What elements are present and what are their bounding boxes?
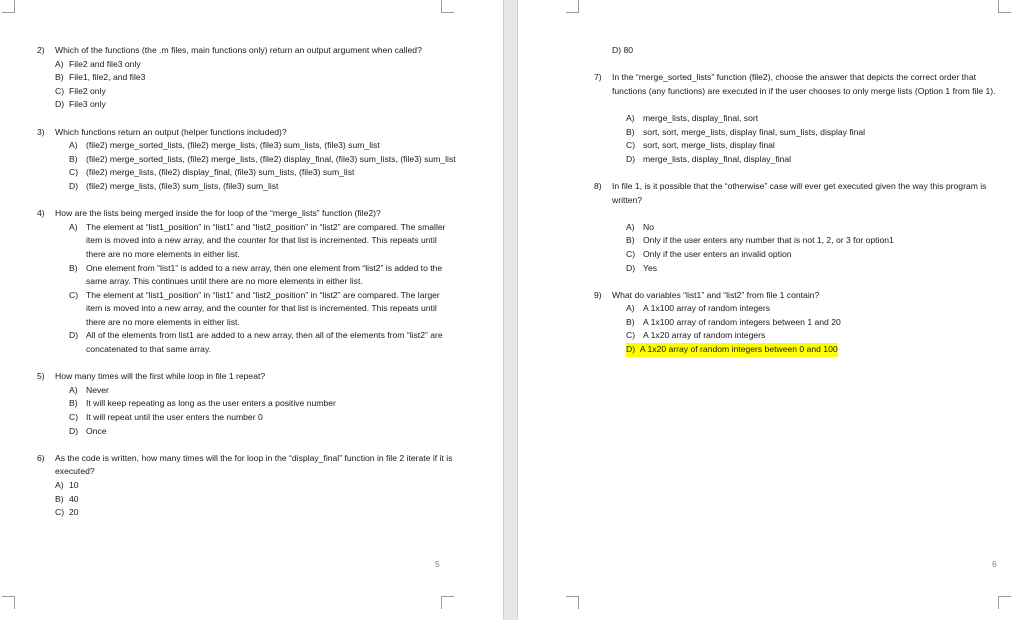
option-a bbox=[626, 302, 1004, 316]
page-number: 6 bbox=[992, 559, 997, 569]
option-b bbox=[55, 71, 457, 85]
crop-mark-bottom-right bbox=[998, 596, 1011, 609]
option-a bbox=[69, 384, 457, 398]
option-text: 40 bbox=[69, 493, 79, 504]
option-letter: A) bbox=[626, 221, 635, 232]
option-c bbox=[626, 329, 1004, 343]
gutter-divider-left bbox=[503, 0, 504, 620]
page-6-content bbox=[594, 44, 1004, 370]
option-text: (file2) merge_sorted_lists, (file2) merge_lists, (file3) sum_lists, (file3) sum_list bbox=[86, 140, 380, 151]
question-text: As the code is written, how many times will the for loop in the “display_final” function in file 2 iterate if it is executed? bbox=[55, 452, 453, 477]
question-number: 9) bbox=[594, 289, 602, 300]
option-letter: A) bbox=[55, 58, 64, 69]
option-list bbox=[55, 139, 457, 193]
option-a bbox=[55, 58, 457, 72]
crop-mark-top-left bbox=[566, 0, 579, 13]
option-list bbox=[55, 58, 457, 112]
option-text: (file2) merge_sorted_lists, (file2) merge_lists, (file2) display_final, (file3) sum_lists, (file3) sum_list bbox=[86, 153, 456, 164]
option-letter: D) bbox=[626, 344, 636, 355]
option-letter: B) bbox=[626, 235, 635, 246]
option-d bbox=[69, 425, 457, 439]
option-a bbox=[626, 221, 1004, 235]
option-text: (file2) merge_lists, (file2) display_final, (file3) sum_lists, (file3) sum_list bbox=[86, 167, 355, 178]
option-c bbox=[55, 85, 457, 99]
option-letter: A) bbox=[55, 480, 64, 490]
option-list bbox=[612, 221, 1004, 275]
option-letter: D) bbox=[69, 330, 79, 341]
question-number: 4) bbox=[37, 208, 45, 219]
option-text: A 1x20 array of random integers between 0 and 100 bbox=[639, 344, 838, 355]
crop-mark-top-right bbox=[441, 0, 454, 13]
option-list bbox=[55, 221, 457, 357]
option-c bbox=[626, 139, 1004, 153]
option-text: File2 and file3 only bbox=[69, 58, 141, 69]
crop-mark-bottom-right bbox=[441, 596, 454, 609]
option-letter: C) bbox=[55, 507, 65, 518]
option-letter: B) bbox=[69, 262, 78, 273]
option-c bbox=[626, 248, 1004, 262]
option-text: No bbox=[643, 221, 654, 232]
option-letter: B) bbox=[55, 72, 64, 83]
option-list bbox=[55, 479, 457, 520]
option-list bbox=[612, 302, 1004, 356]
option-letter: D) bbox=[626, 262, 636, 273]
option-list bbox=[55, 384, 457, 438]
option-a bbox=[69, 139, 457, 153]
option-a bbox=[626, 112, 1004, 126]
question-4 bbox=[37, 207, 457, 357]
option-c bbox=[69, 166, 457, 180]
highlight-mark bbox=[626, 343, 838, 357]
document-page-6 bbox=[518, 0, 1024, 620]
page-5-content bbox=[37, 44, 457, 533]
option-letter: C) bbox=[69, 412, 79, 423]
option-text: A 1x20 array of random integers bbox=[643, 330, 766, 341]
question-8 bbox=[594, 180, 1004, 275]
question-number: 2) bbox=[37, 45, 45, 55]
option-text: Yes bbox=[643, 262, 658, 273]
option-letter: D) bbox=[55, 99, 65, 110]
question-7 bbox=[594, 71, 1004, 166]
question-number: 8) bbox=[594, 180, 602, 191]
option-text: 20 bbox=[69, 507, 79, 518]
option-b bbox=[69, 397, 457, 411]
carryover-option: D) 80 bbox=[612, 45, 634, 55]
option-d-highlighted bbox=[626, 343, 1004, 357]
option-letter: C) bbox=[626, 330, 636, 341]
option-letter: C) bbox=[69, 289, 79, 300]
question-text: Which of the functions (the .m files, main functions only) return an output argument when called? bbox=[55, 45, 422, 55]
option-letter: C) bbox=[626, 248, 636, 259]
option-letter: B) bbox=[55, 493, 64, 504]
question-2 bbox=[37, 44, 457, 112]
option-text: The element at “list1_position” in “list1” and “list2_position” in “list2” are compared. The larger item is moved into a new array, and the counter for that list is incremented. This repeats until there are no more elements in either list. bbox=[86, 289, 440, 327]
option-text: (file2) merge_lists, (file3) sum_lists, (file3) sum_list bbox=[86, 180, 279, 191]
option-text: Never bbox=[86, 384, 109, 395]
question-number: 7) bbox=[594, 72, 602, 83]
option-c bbox=[69, 411, 457, 425]
option-a bbox=[69, 221, 457, 262]
option-letter: B) bbox=[69, 153, 78, 164]
option-text: All of the elements from list1 are added to a new array, then all of the elements from “list2” are concatenated to that same array. bbox=[86, 330, 443, 355]
option-letter: B) bbox=[626, 316, 635, 327]
page-gutter bbox=[503, 0, 518, 620]
option-letter: A) bbox=[69, 140, 78, 151]
question-number: 6) bbox=[37, 452, 45, 463]
option-letter: A) bbox=[69, 221, 78, 232]
option-d bbox=[69, 180, 457, 194]
option-text: It will repeat until the user enters the number 0 bbox=[86, 412, 263, 423]
option-b bbox=[626, 316, 1004, 330]
option-text: Only if the user enters any number that is not 1, 2, or 3 for option1 bbox=[643, 235, 894, 246]
option-text: 10 bbox=[69, 480, 79, 490]
option-b bbox=[626, 126, 1004, 140]
option-b bbox=[626, 234, 1004, 248]
option-d bbox=[626, 262, 1004, 276]
crop-mark-top-right bbox=[998, 0, 1011, 13]
option-b bbox=[55, 493, 457, 507]
option-c bbox=[69, 289, 457, 330]
option-c bbox=[55, 506, 457, 520]
option-text: merge_lists, display_final, display_final bbox=[643, 153, 792, 164]
question-5 bbox=[37, 370, 457, 438]
option-text: A 1x100 array of random integers between 1 and 20 bbox=[643, 316, 841, 327]
option-d bbox=[626, 153, 1004, 167]
option-list bbox=[612, 112, 1004, 166]
option-text: File2 only bbox=[69, 85, 106, 96]
option-d bbox=[55, 98, 457, 112]
option-text: A 1x100 array of random integers bbox=[643, 303, 771, 314]
option-letter: A) bbox=[626, 112, 635, 123]
option-d bbox=[69, 329, 457, 356]
option-a bbox=[55, 479, 457, 493]
question-text: In the “merge_sorted_lists” function (file2), choose the answer that depicts the correct order that functions (any functions) are executed in if the user chooses to only merge lists (Option 1 from file 1). bbox=[612, 72, 996, 96]
crop-mark-bottom-left bbox=[566, 596, 579, 609]
option-b bbox=[69, 262, 457, 289]
option-text: File3 only bbox=[69, 99, 106, 110]
option-letter: C) bbox=[69, 167, 79, 178]
option-letter: A) bbox=[626, 303, 635, 314]
option-letter: D) bbox=[69, 180, 79, 191]
question-text: In file 1, is it possible that the “otherwise” case will ever get executed given the way this program is written? bbox=[612, 180, 987, 205]
option-text: File1, file2, and file3 bbox=[69, 72, 146, 83]
option-text: One element from “list1” is added to a new array, then one element from “list2” is added to the same array. This continues until there are no more elements in either list. bbox=[86, 262, 443, 287]
option-letter: D) bbox=[69, 425, 79, 436]
question-number: 3) bbox=[37, 126, 45, 137]
option-letter: B) bbox=[626, 126, 635, 137]
option-text: sort, sort, merge_lists, display final bbox=[643, 140, 775, 151]
question-number: 5) bbox=[37, 371, 45, 382]
question-9 bbox=[594, 289, 1004, 357]
option-letter: B) bbox=[69, 398, 78, 409]
question-text: What do variables “list1” and “list2” from file 1 contain? bbox=[612, 289, 820, 300]
option-b bbox=[69, 153, 457, 167]
option-text: Once bbox=[86, 425, 107, 436]
option-text: sort, sort, merge_lists, display final, sum_lists, display final bbox=[643, 126, 866, 137]
option-text: Only if the user enters an invalid option bbox=[643, 248, 792, 259]
option-letter: C) bbox=[626, 140, 636, 151]
option-text: The element at “list1_position” in “list1” and “list2_position” in “list2” are compared. The smaller item is moved into a new array, and the counter for that list is incremented. This repeats until there are no more elements in either list. bbox=[86, 221, 446, 259]
option-text: merge_lists, display_final, sort bbox=[643, 112, 759, 123]
question-3 bbox=[37, 126, 457, 194]
question-text: How are the lists being merged inside the for loop of the “merge_lists” function (file2)? bbox=[55, 208, 381, 219]
question-6 bbox=[37, 452, 457, 520]
crop-mark-top-left bbox=[2, 0, 15, 13]
crop-mark-bottom-left bbox=[2, 596, 15, 609]
option-text: It will keep repeating as long as the user enters a positive number bbox=[86, 398, 336, 409]
option-letter: A) bbox=[69, 384, 78, 395]
option-letter: C) bbox=[55, 85, 65, 96]
question-text: Which functions return an output (helper functions included)? bbox=[55, 126, 287, 137]
option-letter: D) bbox=[626, 153, 636, 164]
question-text: How many times will the first while loop in file 1 repeat? bbox=[55, 371, 266, 382]
document-page-5 bbox=[0, 0, 503, 620]
page-number: 5 bbox=[435, 559, 440, 569]
